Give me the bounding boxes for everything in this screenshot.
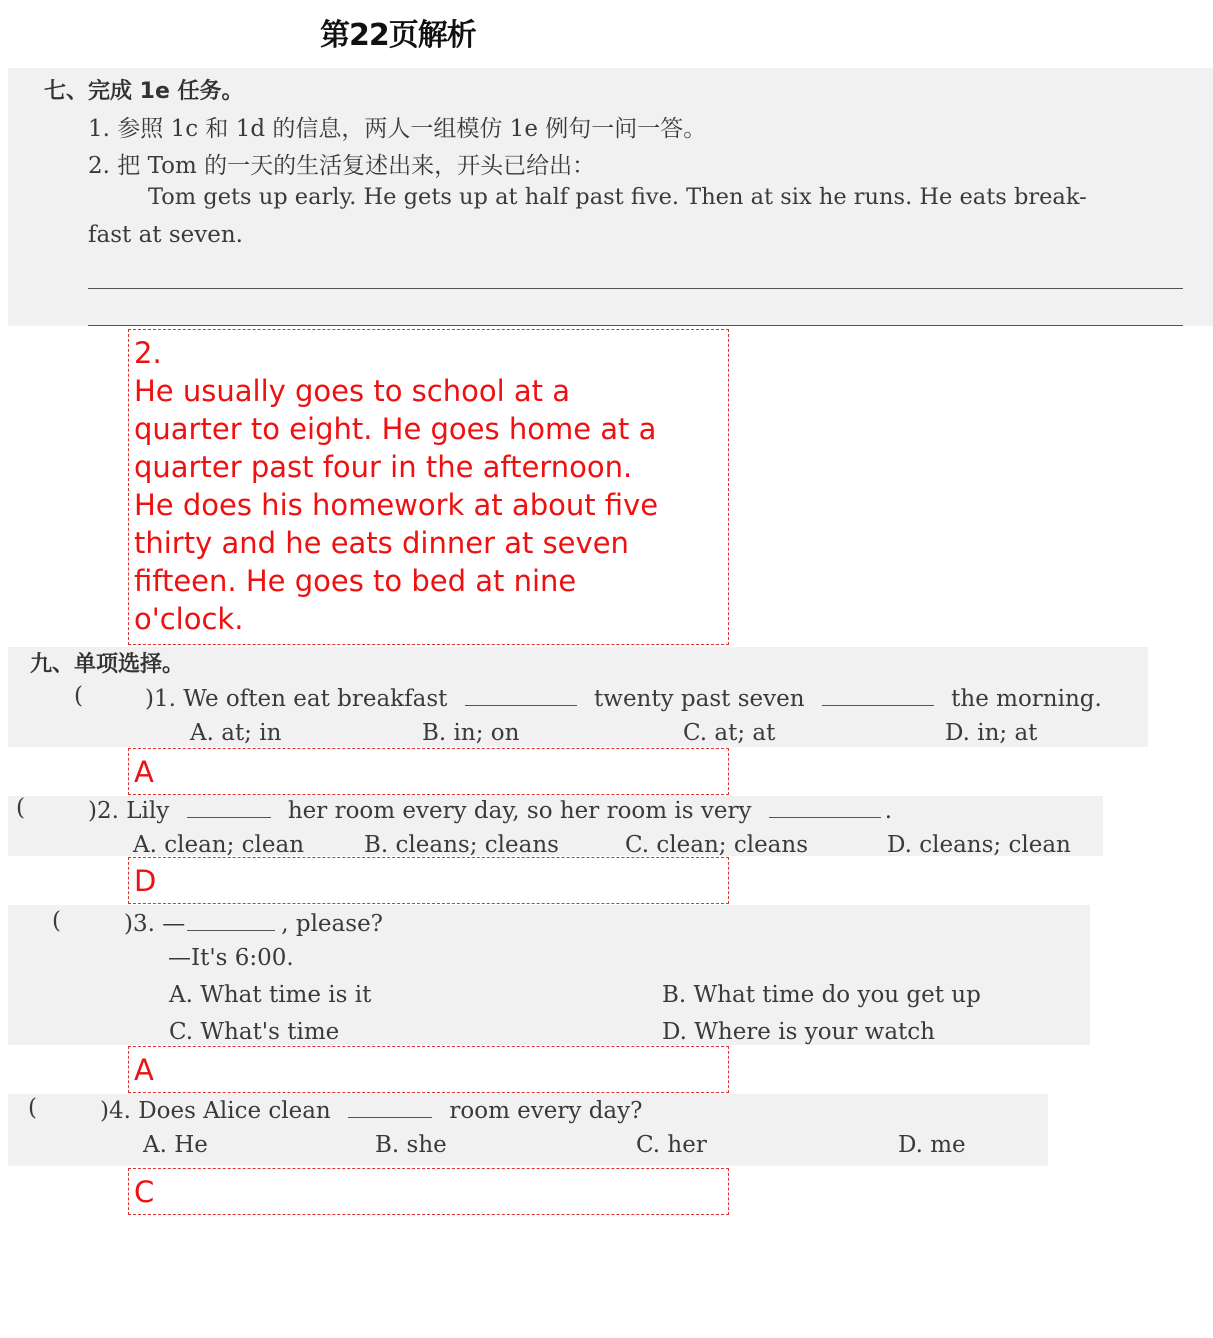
- answer-line: He does his homework at about five: [134, 488, 659, 522]
- q1-option-d: D. in; at: [945, 720, 1038, 746]
- q1-option-b: B. in; on: [422, 720, 520, 746]
- q2-option-d: D. cleans; clean: [887, 832, 1071, 858]
- section7-paragraph-line2: fast at seven.: [88, 222, 243, 248]
- answer-line: quarter to eight. He goes home at a: [134, 412, 657, 446]
- q3-blank: [187, 908, 275, 931]
- q1-stem-end: the morning.: [951, 686, 1102, 712]
- q1-paren: (: [74, 683, 83, 709]
- q2-stem-mid: her room every day, so her room is very: [287, 798, 752, 824]
- q4-paren: (: [28, 1095, 37, 1121]
- q3-stem-start: )3. —: [124, 911, 186, 937]
- answer-box-q2: D: [128, 857, 729, 904]
- answer-line: fifteen. He goes to bed at nine: [134, 564, 577, 598]
- q2-stem: [88, 795, 892, 824]
- section7-item2: 2. 把 Tom 的一天的生活复述出来，开头已给出：: [88, 153, 596, 179]
- answer-box-q1: A: [128, 748, 729, 795]
- q4-option-b: B. she: [375, 1132, 447, 1158]
- section7-heading: 七、完成 1e 任务。: [44, 79, 244, 104]
- section9-heading: 九、单项选择。: [30, 652, 185, 677]
- q1-stem: [145, 683, 1102, 712]
- answer-box-section7: [128, 329, 729, 645]
- q3-option-b: B. What time do you get up: [662, 982, 981, 1008]
- q3-reply: —It's 6:00.: [168, 945, 294, 971]
- answer-line: quarter past four in the afternoon.: [134, 450, 633, 484]
- q1-blank-1: [465, 683, 577, 706]
- section7-item1: 1. 参照 1c 和 1d 的信息，两人一组模仿 1e 例句一问一答。: [88, 116, 707, 142]
- q1-option-c: C. at; at: [683, 720, 776, 746]
- q1-option-a: A. at; in: [190, 720, 282, 746]
- page-title: 第22页解析: [320, 18, 476, 53]
- q3-option-c: C. What's time: [169, 1019, 340, 1045]
- q3-paren: (: [52, 908, 61, 934]
- q4-option-c: C. her: [636, 1132, 707, 1158]
- q4-blank: [348, 1095, 432, 1118]
- answer-box-q4: C: [128, 1168, 729, 1215]
- section7-paragraph-line1: Tom gets up early. He gets up at half past five. Then at six he runs. He eats break-: [148, 184, 1087, 210]
- q4-stem-start: )4. Does Alice clean: [100, 1098, 331, 1124]
- q1-blank-2: [822, 683, 934, 706]
- q1-stem-mid: twenty past seven: [594, 686, 805, 712]
- q1-stem-start: )1. We often eat breakfast: [145, 686, 448, 712]
- q2-option-b: B. cleans; cleans: [364, 832, 559, 858]
- q3-option-a: A. What time is it: [169, 982, 372, 1008]
- q2-paren: (: [16, 795, 25, 821]
- answer-line-1: [88, 288, 1183, 289]
- q2-blank-1: [187, 795, 271, 818]
- answer-line: He usually goes to school at a: [134, 374, 570, 408]
- answer-box-q3: A: [128, 1046, 729, 1093]
- q3-stem-end: , please?: [281, 911, 384, 937]
- q4-option-a: A. He: [143, 1132, 208, 1158]
- q4-stem-end: room every day?: [449, 1098, 643, 1124]
- q2-option-a: A. clean; clean: [133, 832, 305, 858]
- q2-stem-end: .: [884, 798, 893, 824]
- q2-option-c: C. clean; cleans: [625, 832, 809, 858]
- answer-label: 2.: [134, 336, 162, 370]
- q3-option-d: D. Where is your watch: [662, 1019, 935, 1045]
- q2-stem-start: )2. Lily: [88, 798, 170, 824]
- answer-line: o'clock.: [134, 602, 244, 636]
- answer-line: thirty and he eats dinner at seven: [134, 526, 629, 560]
- q4-option-d: D. me: [898, 1132, 966, 1158]
- q4-stem: [100, 1095, 642, 1124]
- q3-stem: [124, 908, 383, 937]
- answer-line-2: [88, 325, 1183, 326]
- q2-blank-2: [769, 795, 881, 818]
